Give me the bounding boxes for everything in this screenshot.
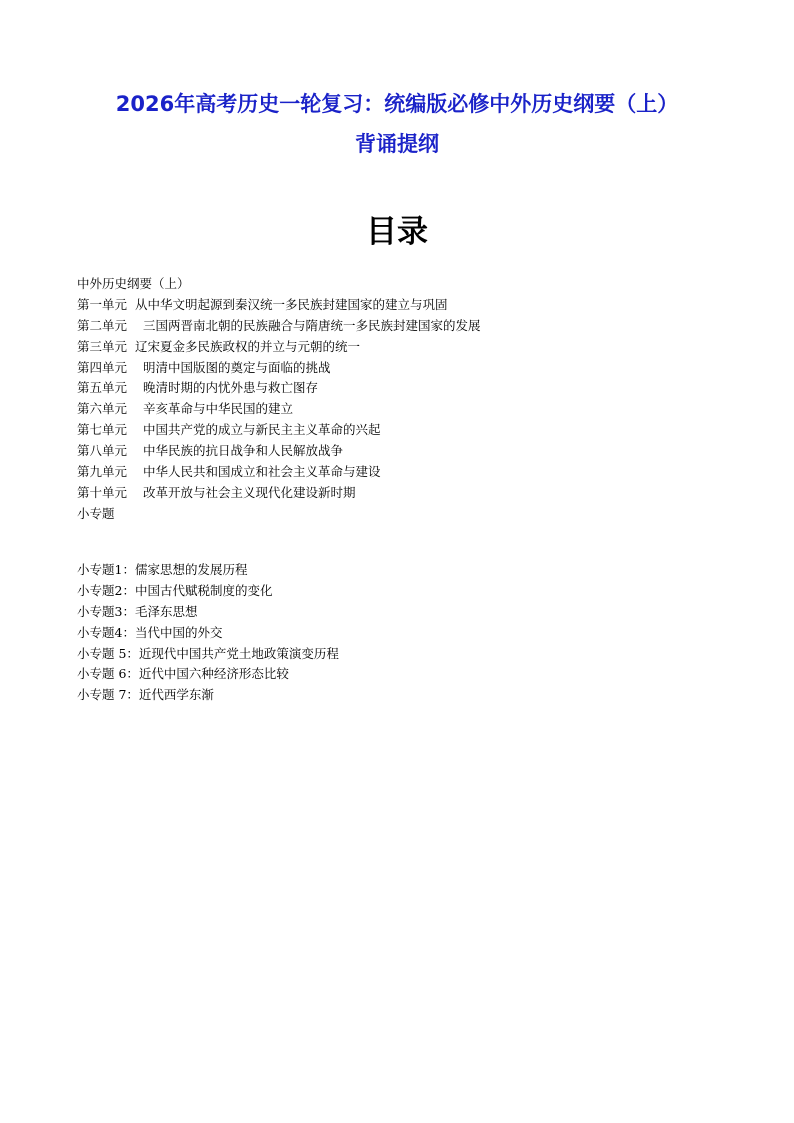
toc-book-entry[interactable]: 中外历史纲要（上）	[77, 276, 190, 291]
topic-item-3[interactable]: 小专题3：毛泽东思想	[77, 603, 198, 619]
toc-unit-6[interactable]	[77, 399, 757, 420]
unit-number: 第九单元	[77, 464, 128, 480]
toc-list	[77, 274, 757, 525]
unit-title: 辛亥革命与中华民国的建立	[143, 401, 294, 417]
unit-number: 第八单元	[77, 443, 128, 459]
unit-title: 中国共产党的成立与新民主主义革命的兴起	[143, 422, 381, 438]
unit-title: 中华人民共和国成立和社会主义革命与建设	[143, 464, 381, 480]
document-title-line1: 2026年高考历史一轮复习：统编版必修中外历史纲要（上）	[115, 92, 679, 116]
toc-unit-4[interactable]	[77, 358, 757, 379]
unit-number: 第六单元	[77, 401, 128, 417]
unit-number: 第七单元	[77, 422, 128, 438]
unit-title: 明清中国版图的奠定与面临的挑战	[143, 359, 331, 375]
unit-title: 改革开放与社会主义现代化建设新时期	[143, 484, 356, 500]
topics-list	[77, 560, 757, 706]
topic-item-2[interactable]: 小专题2：中国古代赋税制度的变化	[77, 582, 273, 598]
topic-item-4[interactable]: 小专题4：当代中国的外交	[77, 624, 223, 640]
unit-title: 中华民族的抗日战争和人民解放战争	[143, 443, 344, 459]
unit-title: 晚清时期的内忧外患与救亡图存	[143, 380, 319, 396]
toc-unit-10[interactable]	[77, 483, 757, 504]
toc-topics-header[interactable]: 小专题	[77, 505, 115, 521]
document-title-line2: 背诵提纲	[355, 132, 439, 156]
toc-unit-2[interactable]	[77, 316, 757, 337]
unit-number: 第四单元	[77, 359, 128, 375]
topic-item-5[interactable]: 小专题 5：近现代中国共产党土地政策演变历程	[77, 645, 339, 661]
topic-item-7[interactable]: 小专题 7：近代西学东渐	[77, 687, 214, 703]
toc-unit-9[interactable]	[77, 462, 757, 483]
toc-unit-3[interactable]	[77, 337, 757, 358]
unit-number: 第三单元	[77, 338, 128, 354]
unit-title: 辽宋夏金多民族政权的并立与元朝的统一	[135, 338, 361, 354]
topic-item-6[interactable]: 小专题 6：近代中国六种经济形态比较	[77, 666, 289, 682]
unit-number: 第五单元	[77, 380, 128, 396]
toc-unit-5[interactable]	[77, 378, 757, 399]
unit-number: 第十单元	[77, 484, 128, 500]
unit-number: 第二单元	[77, 317, 128, 333]
toc-unit-7[interactable]	[77, 420, 757, 441]
unit-title: 三国两晋南北朝的民族融合与隋唐统一多民族封建国家的发展	[143, 317, 481, 333]
topic-item-1[interactable]: 小专题1：儒家思想的发展历程	[77, 562, 248, 577]
toc-heading: 目录	[366, 214, 428, 250]
toc-unit-8[interactable]	[77, 441, 757, 462]
unit-number: 第一单元	[77, 296, 128, 312]
toc-unit-1[interactable]	[77, 295, 757, 316]
unit-title: 从中华文明起源到秦汉统一多民族封建国家的建立与巩固	[135, 296, 448, 312]
